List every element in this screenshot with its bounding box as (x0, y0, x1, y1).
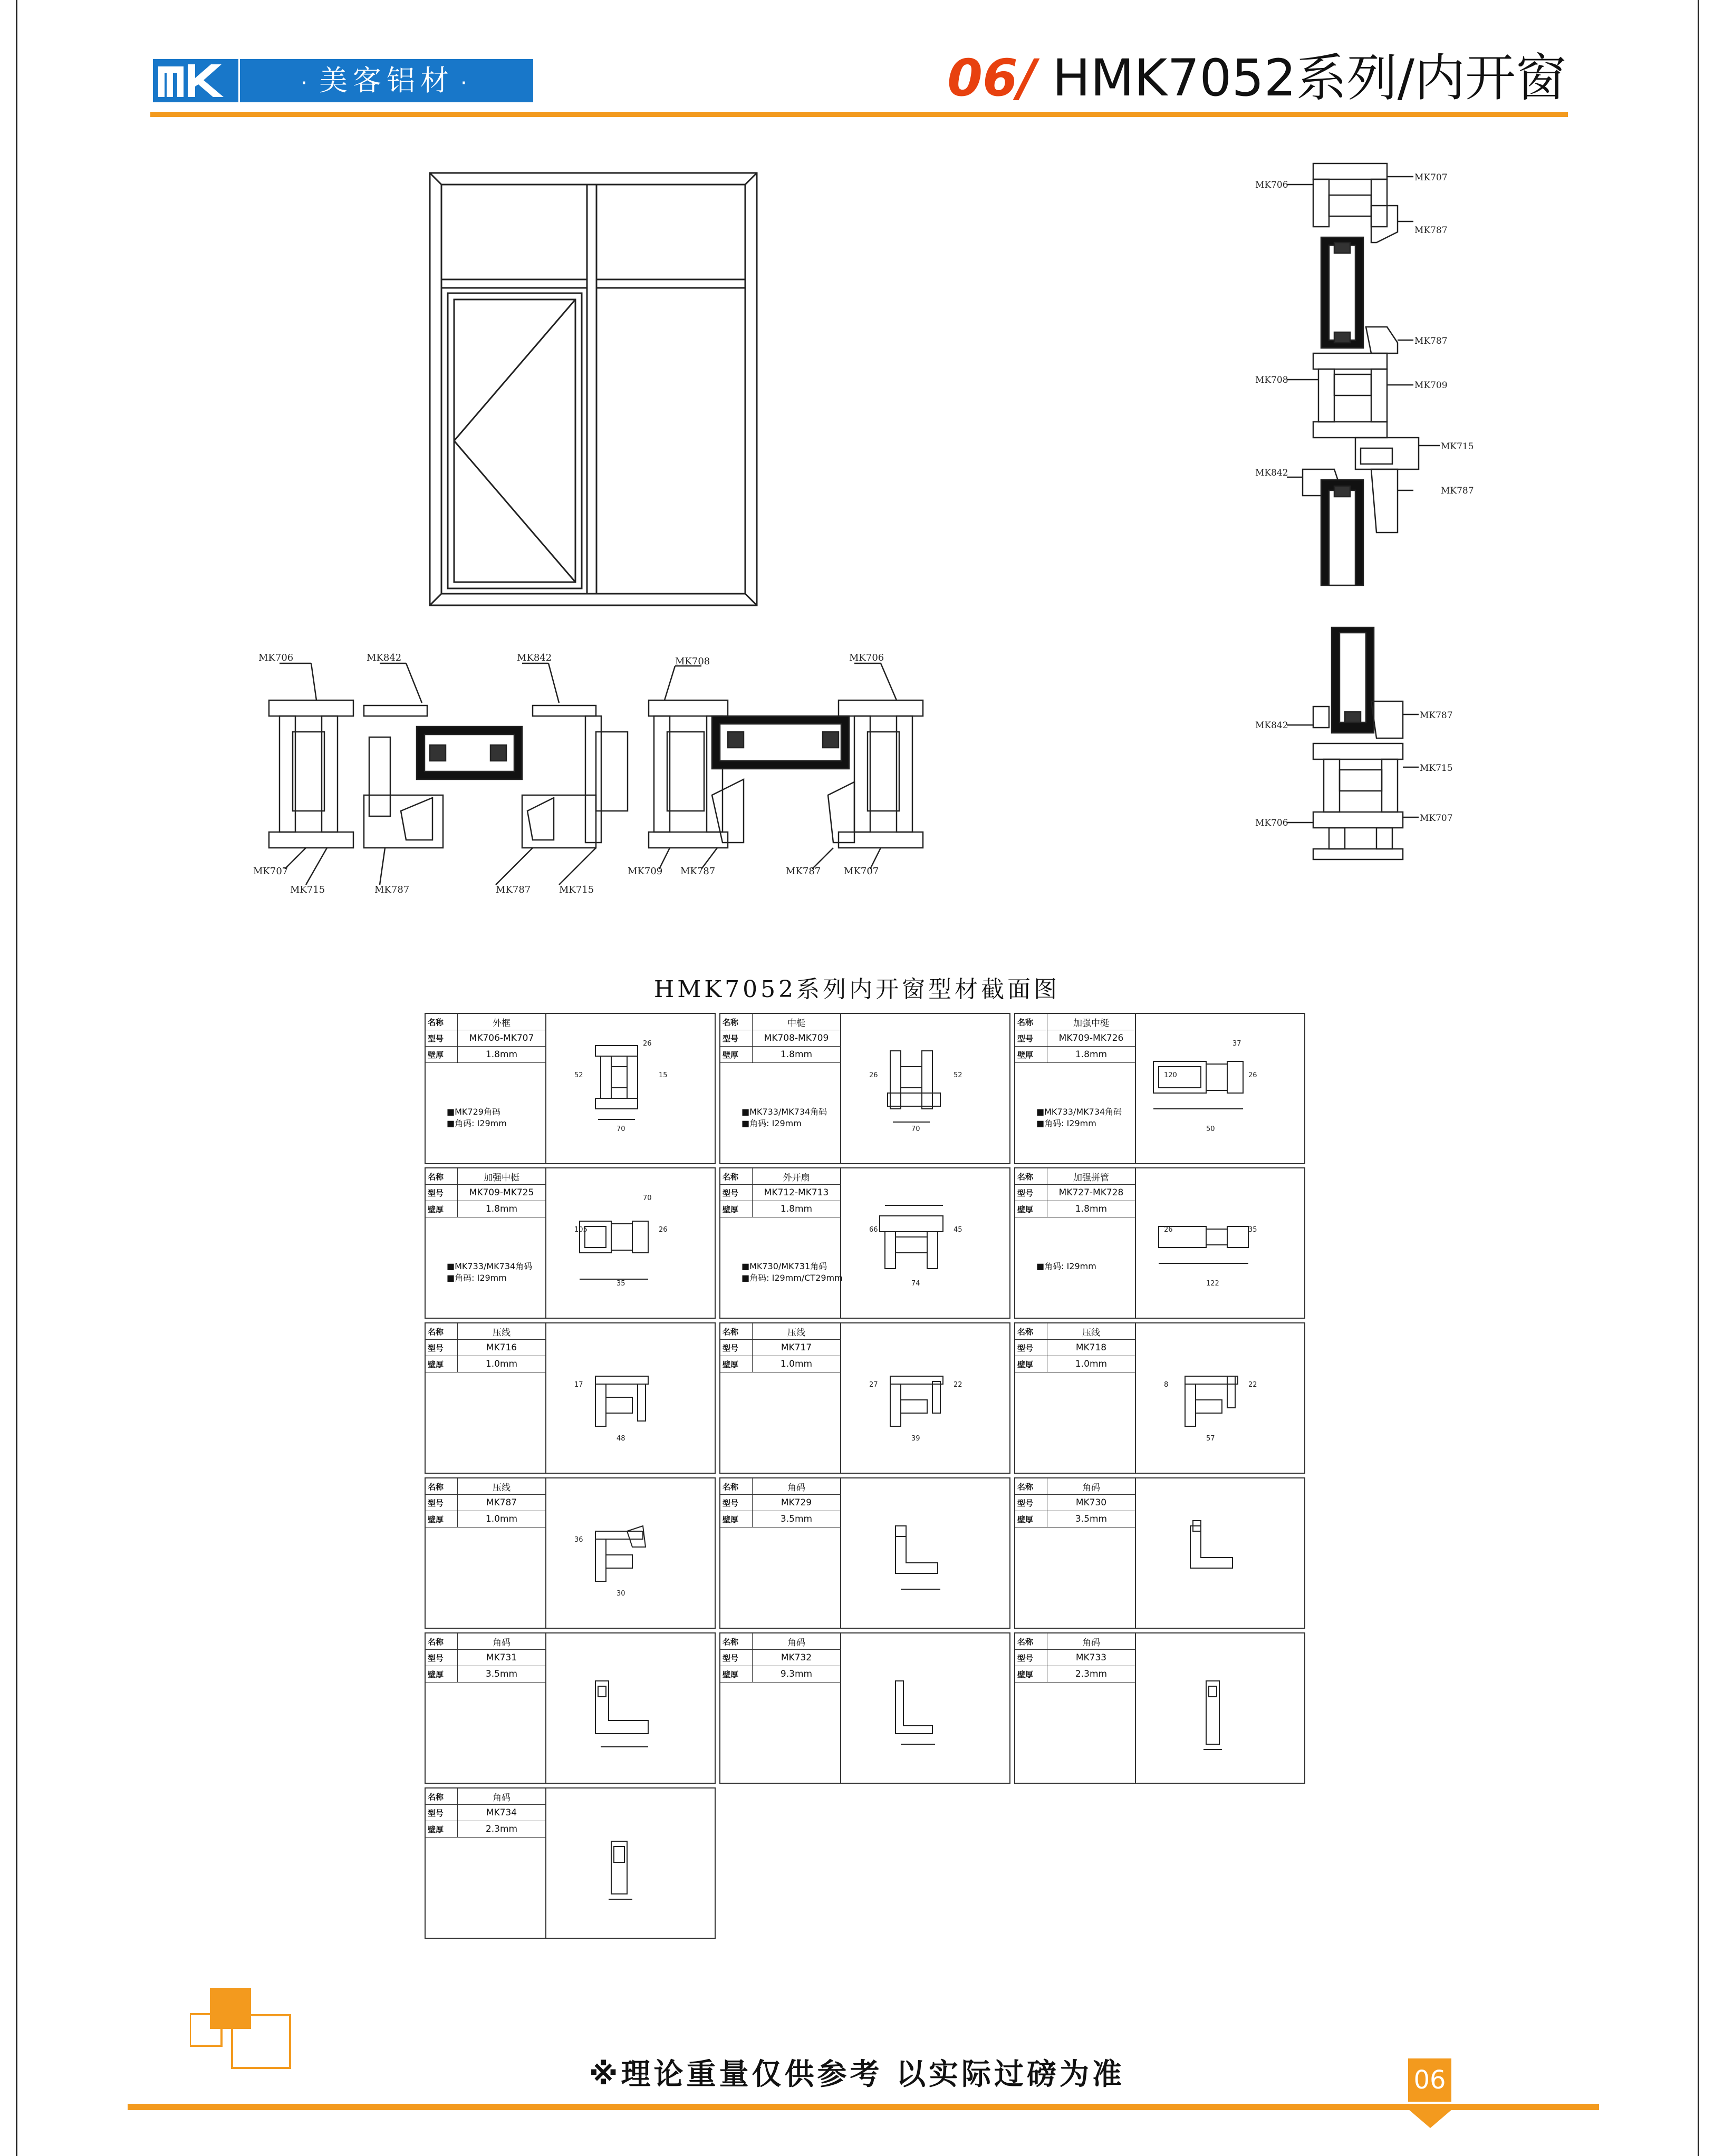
vertical-section-drawing (1250, 153, 1503, 591)
model-key: 型号 (426, 1805, 458, 1821)
card-divider (1135, 1478, 1136, 1628)
profile-card (425, 1787, 716, 1939)
profile-section-drawing (1138, 1633, 1304, 1783)
vs-label-6: MK709 (1414, 380, 1448, 391)
dimension-label: 35 (1248, 1226, 1257, 1234)
dimension-label: 52 (574, 1071, 583, 1079)
name-key: 名称 (1015, 1478, 1047, 1495)
thickness-key: 壁厚 (1015, 1666, 1047, 1683)
bs-label-3: MK715 (1420, 763, 1453, 774)
profile-card (425, 1322, 716, 1474)
horizontal-section-drawing (248, 653, 955, 901)
profile-name: 角码 (753, 1478, 841, 1495)
profile-thickness: 1.0mm (1047, 1356, 1135, 1372)
thickness-key: 壁厚 (426, 1356, 458, 1372)
model-key: 型号 (720, 1030, 753, 1047)
card-divider (840, 1168, 841, 1318)
thickness-key: 壁厚 (720, 1047, 753, 1063)
name-key: 名称 (1015, 1014, 1047, 1030)
dimension-label: 8 (1164, 1381, 1169, 1389)
profile-section-drawing (548, 1633, 715, 1783)
name-key: 名称 (1015, 1323, 1047, 1340)
hs-label-13: MK787 (786, 866, 821, 877)
dimension-label: 70 (617, 1125, 625, 1133)
profile-model: MK787 (458, 1495, 546, 1511)
thickness-key: 壁厚 (1015, 1511, 1047, 1527)
card-spec-table (1015, 1633, 1135, 1683)
card-spec-table (426, 1014, 545, 1063)
profile-model: MK729 (753, 1495, 841, 1511)
card-spec-table (720, 1168, 840, 1217)
vs-label-7: MK715 (1441, 441, 1474, 452)
thickness-key: 壁厚 (720, 1666, 753, 1683)
profile-card (719, 1477, 1010, 1629)
dimension-label: 26 (643, 1040, 652, 1048)
card-divider (1135, 1168, 1136, 1318)
profile-section-drawing (843, 1478, 1009, 1628)
profile-thickness: 1.0mm (458, 1511, 546, 1527)
name-key: 名称 (426, 1014, 458, 1030)
thickness-key: 壁厚 (720, 1511, 753, 1527)
profile-thickness: 1.8mm (458, 1201, 546, 1217)
profile-section-drawing (548, 1168, 715, 1318)
bs-label-2: MK842 (1255, 720, 1288, 731)
corner-key-note: ■MK730/MK731角码 (742, 1261, 827, 1271)
vs-label-4: MK787 (1414, 336, 1448, 346)
card-divider (545, 1014, 546, 1163)
profile-model: MK716 (458, 1340, 546, 1356)
card-spec-table (720, 1478, 840, 1527)
dimension-label: 57 (1206, 1435, 1215, 1443)
profile-card (425, 1477, 716, 1629)
profile-section-drawing (1138, 1478, 1304, 1628)
vs-label-3: MK787 (1414, 225, 1448, 236)
model-key: 型号 (1015, 1650, 1047, 1666)
vs-label-8: MK842 (1255, 468, 1288, 478)
profile-section-drawing (1138, 1323, 1304, 1473)
profile-name: 角码 (1047, 1478, 1135, 1495)
corner-key-note: ■MK733/MK734角码 (742, 1107, 827, 1117)
card-spec-table (1015, 1168, 1135, 1217)
card-note (1036, 1261, 1096, 1272)
profile-card (425, 1013, 716, 1164)
profile-section-drawing (548, 1323, 715, 1473)
profile-name: 角码 (458, 1633, 546, 1650)
name-key: 名称 (720, 1014, 753, 1030)
dimension-label: 15 (659, 1071, 668, 1079)
bottom-section-drawing (1250, 622, 1503, 865)
card-spec-table (1015, 1323, 1135, 1372)
profile-name: 角码 (753, 1633, 841, 1650)
vs-label-9: MK787 (1441, 486, 1474, 496)
dimension-label: 39 (911, 1435, 920, 1443)
profile-card (1014, 1477, 1305, 1629)
page-pointer-icon (1408, 2109, 1452, 2130)
profile-name: 压线 (458, 1323, 546, 1340)
corner-key-note: ■MK733/MK734角码 (447, 1261, 533, 1271)
profile-model: MK709-MK726 (1047, 1030, 1135, 1047)
dimension-label: 26 (869, 1071, 878, 1079)
dimension-label: 30 (617, 1590, 625, 1598)
name-key: 名称 (720, 1633, 753, 1650)
profile-model: MK732 (753, 1650, 841, 1666)
corner-size-note: ■角码: I29mm/CT29mm (742, 1273, 843, 1283)
profile-section-drawing (843, 1633, 1009, 1783)
profile-thickness: 1.8mm (1047, 1201, 1135, 1217)
profile-model: MK706-MK707 (458, 1030, 546, 1047)
dimension-label: 48 (617, 1435, 625, 1443)
profile-card (719, 1322, 1010, 1474)
model-key: 型号 (720, 1185, 753, 1201)
hs-label-8: MK787 (374, 884, 410, 895)
card-spec-table (720, 1323, 840, 1372)
profile-name: 加强中梃 (458, 1168, 546, 1185)
profile-name: 中梃 (753, 1014, 841, 1030)
profile-card (425, 1632, 716, 1784)
card-spec-table (720, 1014, 840, 1063)
profile-name: 压线 (1047, 1323, 1135, 1340)
dimension-label: 45 (954, 1226, 962, 1234)
dimension-label: 26 (1164, 1226, 1173, 1234)
profile-card (719, 1167, 1010, 1319)
card-divider (840, 1633, 841, 1783)
dimension-label: 70 (911, 1125, 920, 1133)
dimension-label: 22 (954, 1381, 962, 1389)
profile-name: 角码 (458, 1788, 546, 1805)
dimension-label: 35 (617, 1280, 625, 1288)
profile-name: 加强中梃 (1047, 1014, 1135, 1030)
card-divider (1135, 1323, 1136, 1473)
hs-label-4: MK708 (675, 656, 710, 667)
profile-card (1014, 1632, 1305, 1784)
corner-size-note: ■角码: I29mm (1036, 1261, 1096, 1271)
thickness-key: 壁厚 (426, 1821, 458, 1838)
card-divider (545, 1478, 546, 1628)
card-note (742, 1106, 827, 1129)
profile-thickness: 9.3mm (753, 1666, 841, 1683)
name-key: 名称 (426, 1478, 458, 1495)
profile-model: MK731 (458, 1650, 546, 1666)
dimension-label: 66 (869, 1226, 878, 1234)
mk-logo (153, 59, 238, 102)
name-key: 名称 (720, 1478, 753, 1495)
profile-card (1014, 1322, 1305, 1474)
corner-key-note: ■MK733/MK734角码 (1036, 1107, 1122, 1117)
section-title: HMK7052系列内开窗型材截面图 (653, 976, 1061, 1003)
profile-thickness: 1.8mm (753, 1047, 841, 1063)
profile-section-drawing (548, 1014, 715, 1163)
name-key: 名称 (720, 1323, 753, 1340)
card-divider (545, 1788, 546, 1938)
footer-rule (128, 2104, 1599, 2110)
name-key: 名称 (426, 1323, 458, 1340)
hs-label-2: MK842 (367, 653, 402, 663)
bs-label-5: MK707 (1420, 813, 1453, 824)
card-divider (1135, 1633, 1136, 1783)
hs-label-5: MK706 (849, 653, 884, 663)
name-key: 名称 (426, 1788, 458, 1805)
model-key: 型号 (1015, 1030, 1047, 1047)
card-note (1036, 1106, 1122, 1129)
brand-bar: · 美客铝材 · (240, 59, 533, 102)
dimension-label: 122 (1206, 1280, 1219, 1288)
thickness-key: 壁厚 (720, 1201, 753, 1217)
model-key: 型号 (1015, 1340, 1047, 1356)
card-divider (840, 1014, 841, 1163)
dimension-label: 26 (1248, 1071, 1257, 1079)
profile-section-drawing (843, 1323, 1009, 1473)
corner-size-note: ■角码: I29mm (742, 1118, 802, 1128)
card-note (447, 1106, 507, 1129)
hs-label-7: MK715 (290, 884, 325, 895)
profile-model: MK712-MK713 (753, 1185, 841, 1201)
hs-label-9: MK787 (496, 884, 531, 895)
dimension-label: 52 (954, 1071, 962, 1079)
profile-name: 压线 (753, 1323, 841, 1340)
thickness-key: 壁厚 (426, 1511, 458, 1527)
model-key: 型号 (720, 1495, 753, 1511)
window-elevation-drawing (425, 168, 762, 611)
thickness-key: 壁厚 (1015, 1047, 1047, 1063)
card-divider (545, 1633, 546, 1783)
model-key: 型号 (426, 1185, 458, 1201)
card-divider (1135, 1014, 1136, 1163)
profile-section-drawing (843, 1014, 1009, 1163)
hs-label-1: MK706 (258, 653, 294, 663)
card-spec-table (1015, 1478, 1135, 1527)
profile-model: MK734 (458, 1805, 546, 1821)
name-key: 名称 (426, 1168, 458, 1185)
dimension-label: 22 (1248, 1381, 1257, 1389)
footer-note: ※理论重量仅供参考 以实际过磅为准 (589, 2057, 1125, 2092)
profile-card (1014, 1167, 1305, 1319)
model-key: 型号 (426, 1340, 458, 1356)
card-divider (840, 1323, 841, 1473)
profile-name: 外开扇 (753, 1168, 841, 1185)
thickness-key: 壁厚 (720, 1356, 753, 1372)
card-spec-table (426, 1168, 545, 1217)
dimension-label: 26 (659, 1226, 668, 1234)
name-key: 名称 (720, 1168, 753, 1185)
dimension-label: 50 (1206, 1125, 1215, 1133)
hs-label-12: MK787 (680, 866, 716, 877)
dimension-label: 27 (869, 1381, 878, 1389)
name-key: 名称 (1015, 1633, 1047, 1650)
dimension-label: 120 (1164, 1071, 1177, 1079)
profile-thickness: 1.0mm (458, 1356, 546, 1372)
dimension-label: 36 (574, 1536, 583, 1544)
profile-name: 压线 (458, 1478, 546, 1495)
vs-label-2: MK706 (1255, 180, 1288, 190)
profile-card (1014, 1013, 1305, 1164)
hs-label-6: MK707 (253, 866, 288, 877)
corner-size-note: ■角码: I29mm (447, 1273, 507, 1283)
page-number: 06/ (947, 49, 1036, 108)
hs-label-3: MK842 (517, 653, 552, 663)
model-key: 型号 (426, 1650, 458, 1666)
profile-section-drawing (1138, 1014, 1304, 1163)
brand-name: 美客铝材 (319, 64, 454, 97)
card-divider (545, 1168, 546, 1318)
profile-name: 外框 (458, 1014, 546, 1030)
profile-name: 加强拼管 (1047, 1168, 1135, 1185)
vs-label-1: MK707 (1414, 172, 1448, 183)
card-note (447, 1261, 532, 1284)
card-divider (545, 1323, 546, 1473)
card-spec-table (426, 1633, 545, 1683)
card-divider (840, 1478, 841, 1628)
model-key: 型号 (426, 1495, 458, 1511)
series-title: HMK7052系列/内开窗 (1052, 49, 1566, 108)
card-spec-table (426, 1788, 545, 1838)
corner-key-note: ■MK729角码 (447, 1107, 500, 1117)
card-spec-table (426, 1478, 545, 1527)
profile-thickness: 3.5mm (753, 1511, 841, 1527)
model-key: 型号 (426, 1030, 458, 1047)
model-key: 型号 (720, 1650, 753, 1666)
profile-card (719, 1013, 1010, 1164)
dimension-label: 105 (574, 1226, 588, 1234)
profile-model: MK727-MK728 (1047, 1185, 1135, 1201)
profile-thickness: 1.8mm (458, 1047, 546, 1063)
page-number-badge: 06 (1408, 2058, 1451, 2102)
model-key: 型号 (1015, 1495, 1047, 1511)
name-key: 名称 (1015, 1168, 1047, 1185)
profile-model: MK718 (1047, 1340, 1135, 1356)
profile-card (719, 1632, 1010, 1784)
corner-size-note: ■角码: I29mm (1036, 1118, 1096, 1128)
vs-label-5: MK708 (1255, 375, 1288, 385)
bs-label-1: MK787 (1420, 710, 1453, 721)
profile-thickness: 2.3mm (458, 1821, 546, 1838)
corner-size-note: ■角码: I29mm (447, 1118, 507, 1128)
hs-label-14: MK707 (844, 866, 879, 877)
dimension-label: 37 (1232, 1040, 1241, 1048)
dimension-label: 74 (911, 1280, 920, 1288)
profile-model: MK708-MK709 (753, 1030, 841, 1047)
thickness-key: 壁厚 (426, 1666, 458, 1683)
model-key: 型号 (720, 1340, 753, 1356)
profile-card (425, 1167, 716, 1319)
model-key: 型号 (1015, 1185, 1047, 1201)
profile-section-drawing (548, 1478, 715, 1628)
profile-thickness: 1.8mm (753, 1201, 841, 1217)
thickness-key: 壁厚 (1015, 1201, 1047, 1217)
thickness-key: 壁厚 (1015, 1356, 1047, 1372)
profile-model: MK717 (753, 1340, 841, 1356)
profile-model: MK730 (1047, 1495, 1135, 1511)
name-key: 名称 (426, 1633, 458, 1650)
profile-name: 角码 (1047, 1633, 1135, 1650)
card-spec-table (1015, 1014, 1135, 1063)
profile-model: MK733 (1047, 1650, 1135, 1666)
profile-thickness: 3.5mm (458, 1666, 546, 1683)
hs-label-10: MK715 (559, 884, 594, 895)
thickness-key: 壁厚 (426, 1047, 458, 1063)
profile-section-drawing (843, 1168, 1009, 1318)
profile-section-drawing (1138, 1168, 1304, 1318)
thickness-key: 壁厚 (426, 1201, 458, 1217)
bs-label-4: MK706 (1255, 818, 1288, 828)
card-note (742, 1261, 843, 1284)
profile-section-drawing (548, 1788, 715, 1938)
dimension-label: 17 (574, 1381, 583, 1389)
header-rule (150, 112, 1568, 117)
profile-thickness: 1.0mm (753, 1356, 841, 1372)
profile-thickness: 1.8mm (1047, 1047, 1135, 1063)
dimension-label: 70 (643, 1194, 652, 1202)
profile-thickness: 2.3mm (1047, 1666, 1135, 1683)
hs-label-11: MK709 (628, 866, 663, 877)
page-title (947, 46, 1566, 110)
card-spec-table (426, 1323, 545, 1372)
card-spec-table (720, 1633, 840, 1683)
profile-model: MK709-MK725 (458, 1185, 546, 1201)
profile-thickness: 3.5mm (1047, 1511, 1135, 1527)
